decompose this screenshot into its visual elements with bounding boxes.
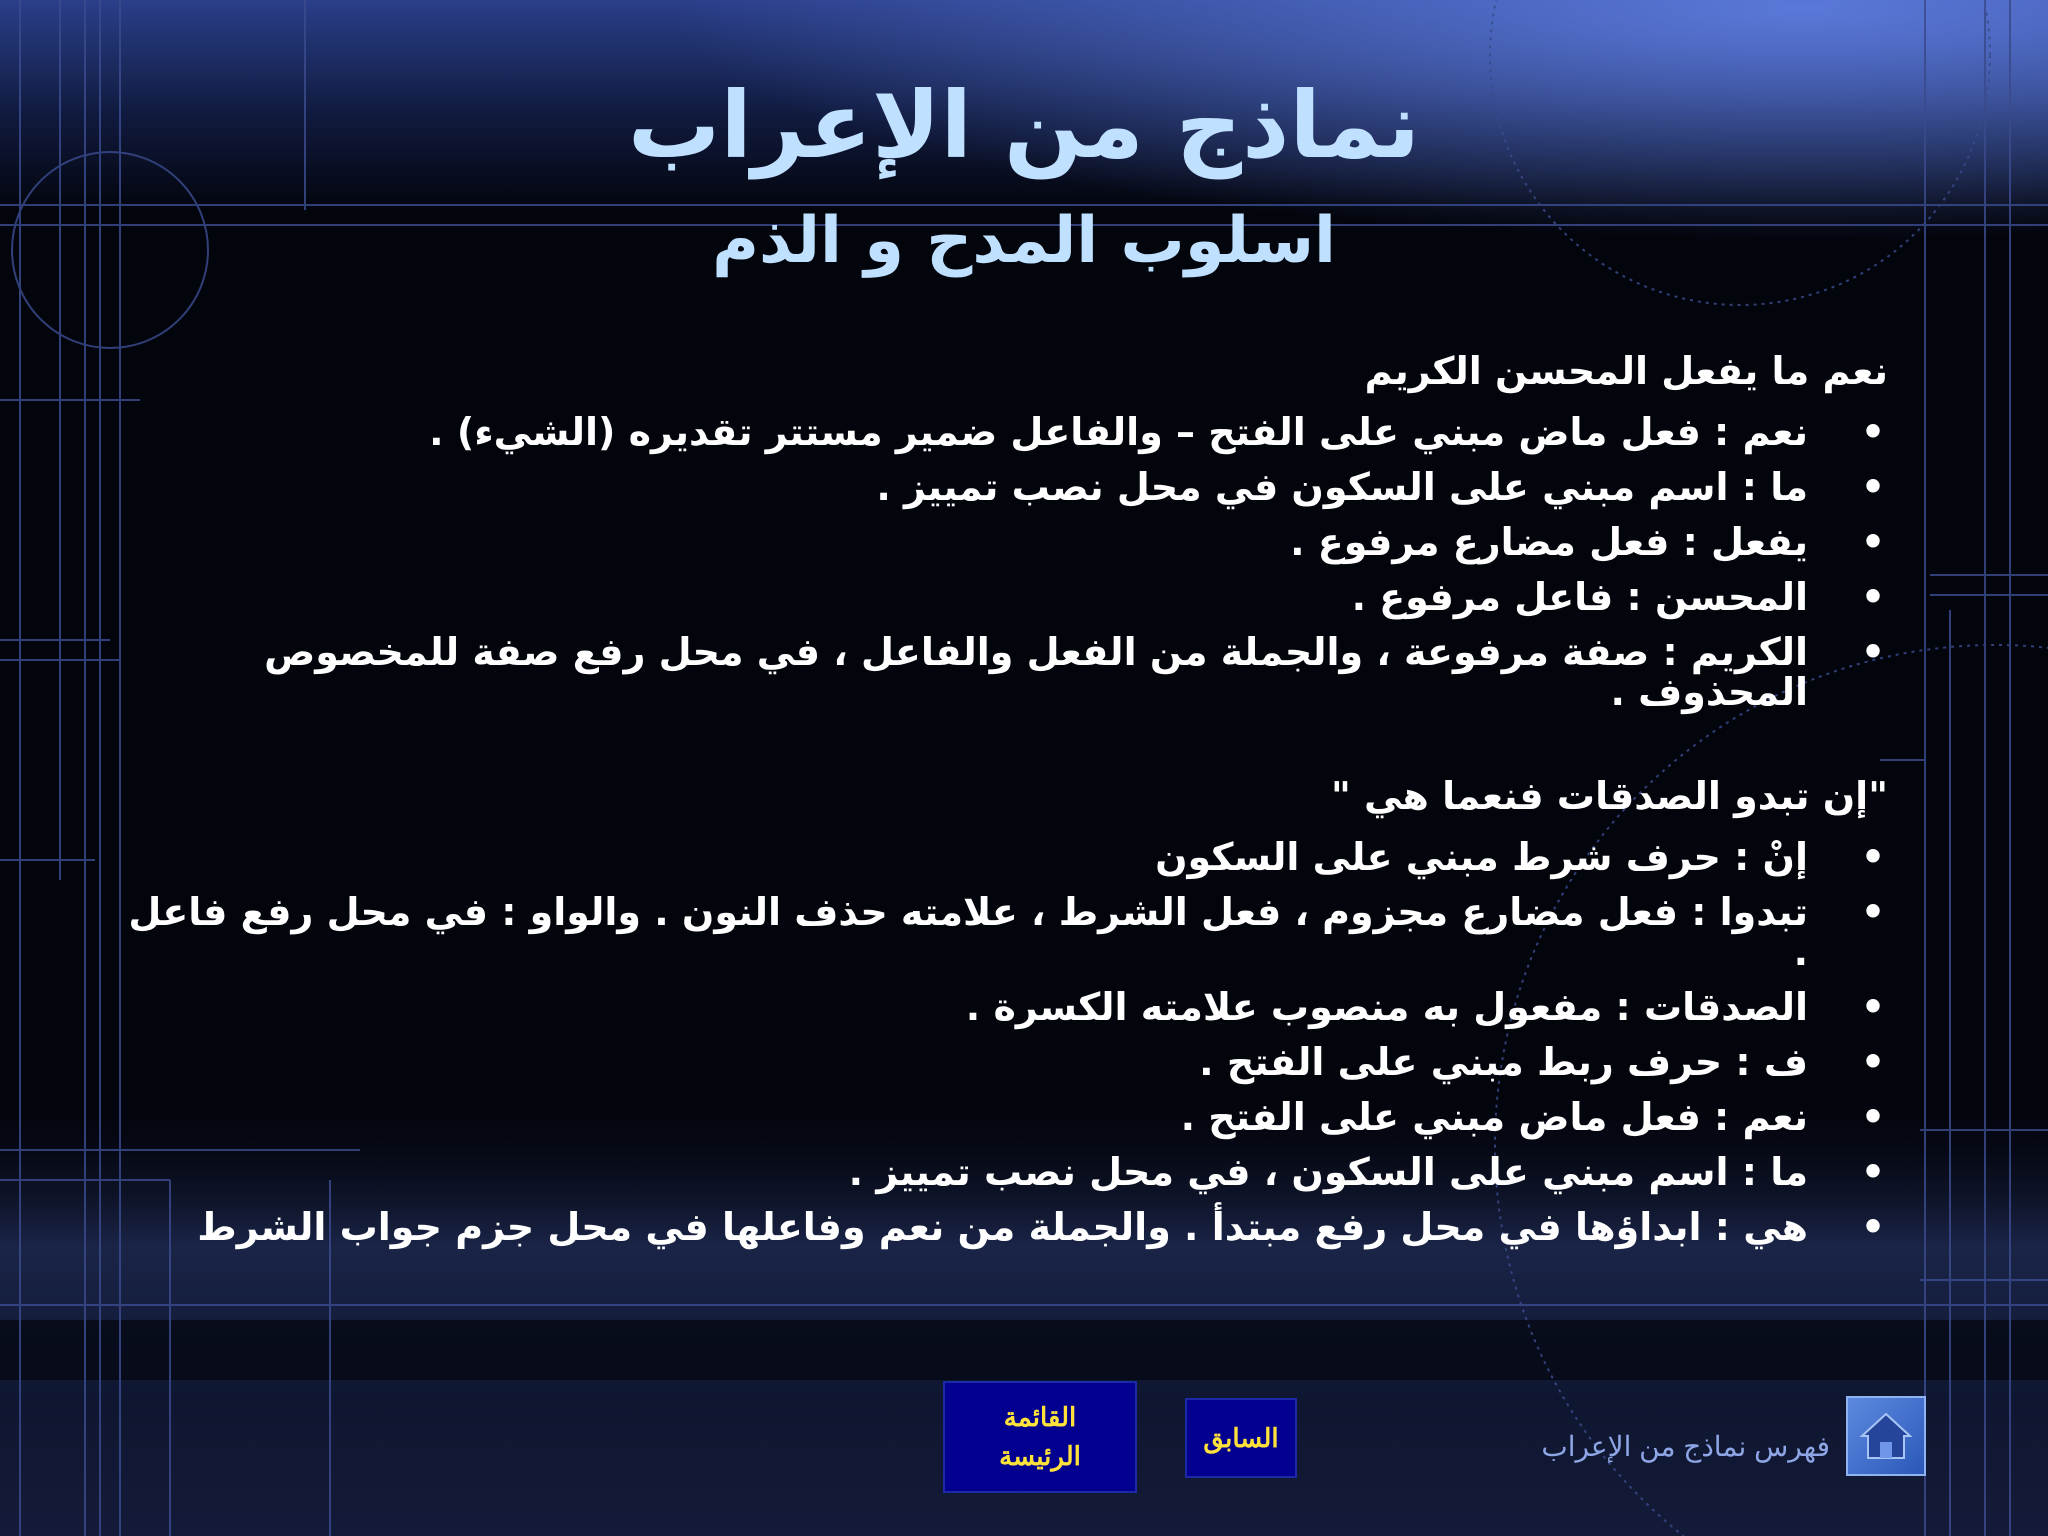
list-item: • الصدقات : مفعول به منصوب علامته الكسرة . bbox=[128, 987, 1888, 1027]
list-item: • الكريم : صفة مرفوعة ، والجملة من الفعل والفاعل ، في محل رفع صفة للمخصوص المحذوف . bbox=[128, 632, 1888, 712]
list-item: • ف : حرف ربط مبني على الفتح . bbox=[128, 1042, 1888, 1082]
index-link[interactable]: فهرس نماذج من الإعراب bbox=[1541, 1431, 1830, 1462]
main-menu-button[interactable]: القائمة الرئيسة bbox=[943, 1381, 1137, 1493]
section-1-heading: نعم ما يفعل المحسن الكريم bbox=[1364, 349, 1888, 393]
section-2-list bbox=[128, 837, 1888, 1247]
section-2-heading: "إن تبدو الصدقات فنعما هي " bbox=[1331, 774, 1888, 818]
section-1 bbox=[128, 345, 1888, 712]
section-1-list bbox=[128, 412, 1888, 712]
section-2 bbox=[128, 770, 1888, 1247]
home-button[interactable] bbox=[1846, 1396, 1926, 1476]
home-icon bbox=[1858, 1408, 1914, 1464]
slide-subtitle: اسلوب المدح و الذم bbox=[712, 204, 1336, 278]
list-item: • إنْ : حرف شرط مبني على السكون bbox=[128, 837, 1888, 877]
list-item: • هي : ابداؤها في محل رفع مبتدأ . والجملة من نعم وفاعلها في محل جزم جواب الشرط bbox=[128, 1207, 1888, 1247]
list-item: • ما : اسم مبني على السكون في محل نصب تمييز . bbox=[128, 467, 1888, 507]
list-item: • نعم : فعل ماض مبني على الفتح . bbox=[128, 1097, 1888, 1137]
list-item: • ما : اسم مبني على السكون ، في محل نصب تمييز . bbox=[128, 1152, 1888, 1192]
list-item: • تبدوا : فعل مضارع مجزوم ، فعل الشرط ، علامته حذف النون . والواو : في محل رفع فاعل . bbox=[128, 892, 1888, 972]
slide-title: نماذج من الإعراب bbox=[627, 72, 1421, 179]
list-item: • يفعل : فعل مضارع مرفوع . bbox=[128, 522, 1888, 562]
list-item: • نعم : فعل ماض مبني على الفتح – والفاعل ضمير مستتر تقديره (الشيء) . bbox=[128, 412, 1888, 452]
list-item: • المحسن : فاعل مرفوع . bbox=[128, 577, 1888, 617]
previous-button[interactable]: السابق bbox=[1185, 1398, 1297, 1478]
